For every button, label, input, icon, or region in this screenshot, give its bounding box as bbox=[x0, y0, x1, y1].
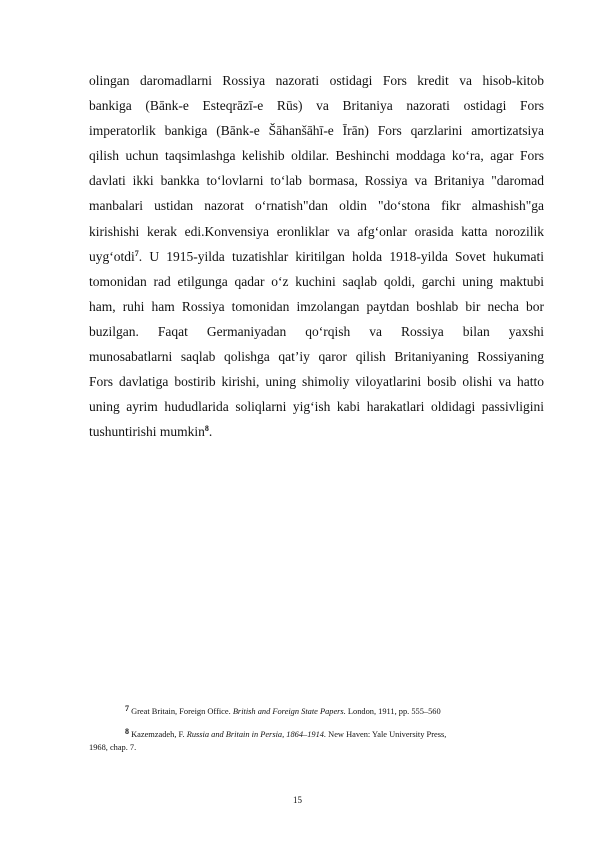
text-line: uning ayrim hududlarida soliqlarni yig‘ish kabi harakatlari oldidagi passivligini bbox=[89, 399, 544, 415]
text-segment: uyg‘otdi bbox=[89, 248, 135, 264]
text-line: ham, ruhi ham Rossiya tomonidan imzolangan paytdan boshlab bir necha bor bbox=[89, 298, 544, 314]
text-line: munosabatlarni saqlab qolishga qat’iy qaror qilish Britaniyaning Rossiyaning bbox=[89, 349, 544, 365]
footnote-title: British and Foreign State Papers. bbox=[230, 707, 346, 716]
footnote-text: New Haven: Yale University Press, bbox=[326, 730, 447, 739]
text-line: buzilgan. Faqat Germaniyadan qo‘rqish va Rossiya bilan yaxshi bbox=[89, 323, 544, 339]
footnote-number: 8 bbox=[125, 727, 129, 736]
footnote-ref-8[interactable]: 8 bbox=[204, 424, 209, 434]
footnote-text: Kazemzadeh, F. bbox=[131, 730, 185, 739]
text-line: tomonidan rad etilgunga qadar o‘z kuchini saqlab qoldi, garchi uning maktubi bbox=[89, 273, 544, 289]
text-line: kirishishi kerak edi.Konvensiya eronliklar va afg‘onlar orasida katta norozilik bbox=[89, 223, 544, 239]
text-line: qilish uchun taqsimlashga kelishib oldilar. Beshinchi moddaga ko‘ra, agar Fors bbox=[89, 148, 544, 164]
text-line: manbalari ustidan nazorat o‘rnatish"dan oldin "do‘stona fikr almashish"ga bbox=[89, 198, 544, 214]
text-line-last bbox=[89, 419, 544, 444]
text-line: imperatorlik bankiga (Bānk-e Šāhanšāhī-e Īrān) Fors qarzlarini amortizatsiya bbox=[89, 123, 544, 139]
text-line: bankiga (Bānk-e Esteqrāzī-e Rūs) va Britaniya nazorati ostidagi Fors bbox=[89, 98, 544, 114]
text-line: davlati ikki bankka to‘lovlarni to‘lab bormasa, Rossiya va Britaniya "daromad bbox=[89, 173, 544, 189]
text-segment: . U 1915-yilda tuzatishlar kiritilgan holda 1918-yilda Sovet hukumati bbox=[138, 248, 544, 264]
footnotes bbox=[89, 705, 544, 754]
footnote-text: Great Britain, Foreign Office. bbox=[131, 707, 231, 716]
footnote-8 bbox=[89, 728, 544, 754]
text-line-with-footnote bbox=[89, 244, 544, 269]
text-segment: tushuntirishi mumkin bbox=[89, 424, 205, 440]
page-number-text: 15 bbox=[293, 795, 302, 805]
text-segment: . bbox=[208, 424, 213, 440]
footnote-continuation: 1968, chap. 7. bbox=[89, 743, 137, 752]
page-number bbox=[0, 795, 595, 805]
text-line: olingan daromadlarni Rossiya nazorati ostidagi Fors kredit va hisob-kitob bbox=[89, 73, 544, 88]
footnote-ref-7[interactable]: 7 bbox=[134, 248, 139, 258]
main-paragraph bbox=[89, 68, 544, 444]
footnote-number: 7 bbox=[125, 704, 129, 713]
footnote-text: London, 1911, pp. 555–560 bbox=[345, 707, 441, 716]
text-line: Fors davlatiga bostirib kirishi, uning shimoliy viloyatlarini bosib olishi va hatto bbox=[89, 374, 544, 390]
footnote-7 bbox=[125, 705, 544, 718]
footnote-title: Russia and Britain in Persia, 1864–1914. bbox=[184, 730, 327, 739]
